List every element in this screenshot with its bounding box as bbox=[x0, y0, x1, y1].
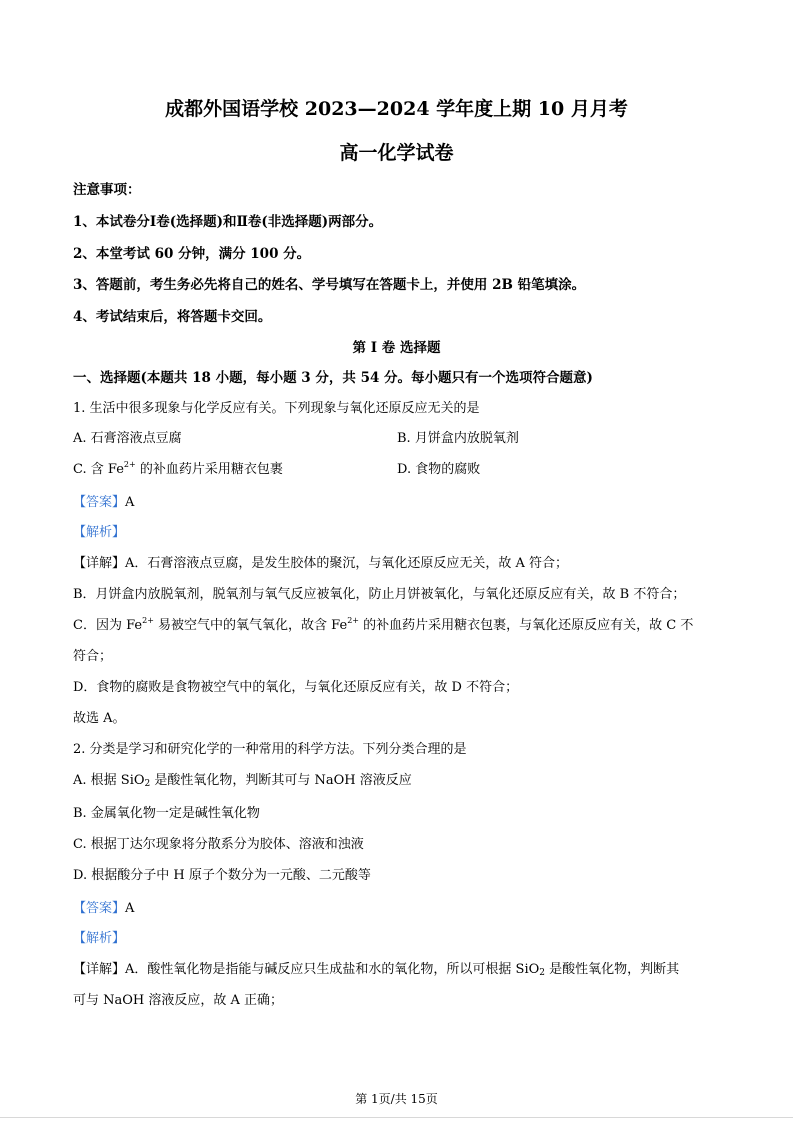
q1-option-c-pre: C. 含 bbox=[73, 462, 108, 477]
q1-option-c bbox=[73, 461, 283, 479]
exam-subtitle: 高一化学试卷 bbox=[339, 142, 454, 164]
q1-option-c-charge: 2+ bbox=[123, 460, 136, 469]
q2-option-c: C. 根据丁达尔现象将分散系分为胶体、溶液和浊液 bbox=[73, 837, 364, 852]
answer-tag: 【答案】 bbox=[73, 901, 126, 916]
q1-stem: 1. 生活中很多现象与化学反应有关。下列现象与氧化还原反应无关的是 bbox=[73, 401, 480, 416]
q2-option-a bbox=[73, 772, 412, 790]
q1-detail-c-ion-2: Fe bbox=[331, 618, 348, 633]
detail-tag: 【详解】 bbox=[73, 556, 126, 571]
q1-detail-c bbox=[73, 617, 693, 635]
q2-detail-a-1: A．酸性氧化物是指能与碱反应只生成盐和水的氧化物，所以可根据 SiO bbox=[125, 962, 540, 977]
q1-detail-c-1: C．因为 bbox=[73, 618, 127, 633]
q2-option-a-post: 是酸性氧化物，判断其可与 NaOH 溶液反应 bbox=[150, 773, 412, 788]
q1-option-c-ion: Fe bbox=[107, 462, 124, 477]
detail-tag: 【详解】 bbox=[73, 962, 126, 977]
volume-heading: 第 I 卷 选择题 bbox=[352, 340, 441, 356]
page-footer: 第 1页/共 15页 bbox=[355, 1092, 438, 1106]
q2-option-a-pre: A. 根据 SiO bbox=[73, 773, 145, 788]
q1-option-d: D. 食物的腐败 bbox=[397, 462, 481, 477]
q2-analysis-tag: 【解析】 bbox=[73, 931, 126, 946]
answer-tag: 【答案】 bbox=[73, 495, 126, 510]
q2-detail-a bbox=[73, 961, 679, 979]
notice-item-3: 3、答题前，考生务必先将自己的姓名、学号填写在答题卡上，并使用 2B 铅笔填涂。 bbox=[73, 277, 586, 293]
q1-option-a: A. 石膏溶液点豆腐 bbox=[73, 431, 182, 446]
q2-detail-a-sub: 2 bbox=[539, 968, 545, 978]
q2-detail-a-2: 是酸性氧化物，判断其 bbox=[545, 962, 680, 977]
bottom-divider bbox=[0, 1117, 793, 1118]
q2-option-a-sub: 2 bbox=[144, 779, 151, 789]
q2-option-b: B. 金属氧化物一定是碱性氧化物 bbox=[73, 806, 260, 821]
q1-detail-c-3: 的补血药片采用糖衣包裹，与氧化还原反应有关，故 C 不 bbox=[358, 618, 694, 633]
q1-detail-a-text: A．石膏溶液点豆腐，是发生胶体的聚沉，与氧化还原反应无关，故 A 符合； bbox=[125, 556, 569, 571]
q1-option-c-post: 的补血药片采用糖衣包裹 bbox=[135, 462, 283, 477]
q1-option-b: B. 月饼盒内放脱氧剂 bbox=[397, 431, 519, 446]
q1-detail-d: D．食物的腐败是食物被空气中的氧化，与氧化还原反应有关，故 D 不符合； bbox=[73, 680, 519, 695]
exam-title: 成都外国语学校 2023—2024 学年度上期 10 月月考 bbox=[165, 98, 628, 120]
q2-stem: 2. 分类是学习和研究化学的一种常用的科学方法。下列分类合理的是 bbox=[73, 742, 467, 757]
notice-item-2: 2、本堂考试 60 分钟，满分 100 分。 bbox=[73, 246, 311, 262]
q1-answer bbox=[73, 494, 134, 512]
q1-detail-b: B．月饼盒内放脱氧剂，脱氧剂与氧气反应被氧化，防止月饼被氧化，与氧化还原反应有关，故 B 不符合； bbox=[73, 587, 686, 602]
q1-conclusion: 故选 A。 bbox=[73, 711, 126, 726]
notice-heading: 注意事项： bbox=[73, 182, 141, 198]
q2-answer bbox=[73, 900, 134, 918]
q1-detail-c-cont: 符合； bbox=[73, 649, 113, 664]
q2-detail-a-cont: 可与 NaOH 溶液反应，故 A 正确； bbox=[73, 993, 284, 1008]
q2-option-d: D. 根据酸分子中 H 原子个数分为一元酸、二元酸等 bbox=[73, 868, 371, 883]
section-heading: 一、选择题(本题共 18 小题，每小题 3 分，共 54 分。每小题只有一个选项符合题意) bbox=[73, 370, 593, 386]
q1-analysis-tag: 【解析】 bbox=[73, 525, 126, 540]
q1-detail-c-charge-1: 2+ bbox=[142, 616, 154, 625]
notice-item-4: 4、考试结束后，将答题卡交回。 bbox=[73, 309, 272, 325]
notice-item-1: 1、本试卷分Ⅰ卷(选择题)和Ⅱ卷(非选择题)两部分。 bbox=[73, 214, 383, 230]
q1-answer-value: A bbox=[125, 495, 135, 510]
q2-answer-value: A bbox=[125, 901, 135, 916]
q1-detail-c-ion-1: Fe bbox=[126, 618, 143, 633]
q1-detail-c-2: 易被空气中的氧气氧化，故含 bbox=[153, 618, 332, 633]
q1-detail-c-charge-2: 2+ bbox=[347, 616, 359, 625]
q1-detail-a bbox=[73, 555, 568, 573]
